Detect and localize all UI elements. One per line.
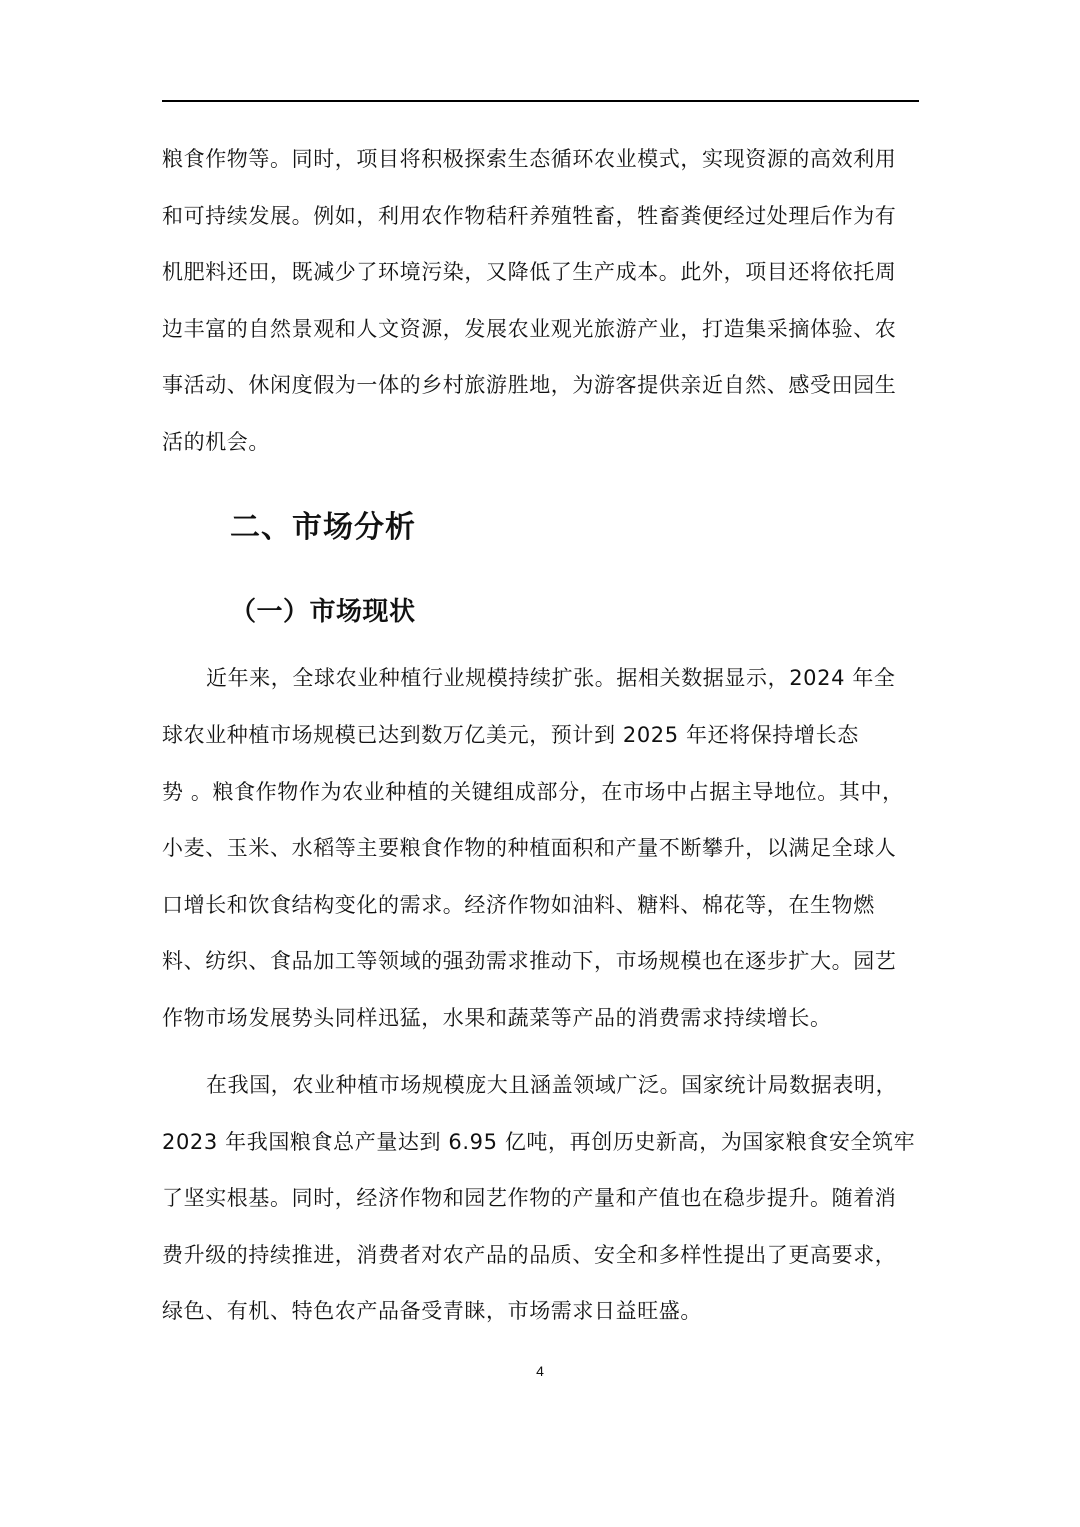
paragraph-1-line-6: 活的机会。 bbox=[162, 430, 270, 454]
section-heading: 二、市场分析 bbox=[230, 510, 416, 545]
paragraph-2-line-7: 作物市场发展势头同样迅猛，水果和蔬菜等产品的消费需求持续增长。 bbox=[162, 1006, 832, 1030]
paragraph-2-line-3: 势 。粮食作物作为农业种植的关键组成部分，在市场中占据主导地位。其中， bbox=[162, 780, 904, 804]
paragraph-3-line-2: 2023 年我国粮食总产量达到 6.95 亿吨，再创历史新高，为国家粮食安全筑牢 bbox=[162, 1130, 916, 1154]
paragraph-1-line-3: 机肥料还田，既减少了环境污染，又降低了生产成本。此外，项目还将依托周 bbox=[162, 260, 897, 284]
paragraph-2-line-2: 球农业种植市场规模已达到数万亿美元，预计到 2025 年还将保持增长态 bbox=[162, 723, 859, 747]
paragraph-1-line-1: 粮食作物等。同时，项目将积极探索生态循环农业模式，实现资源的高效利用 bbox=[162, 147, 897, 171]
paragraph-1-line-4: 边丰富的自然景观和人文资源，发展农业观光旅游产业，打造集采摘体验、农 bbox=[162, 317, 897, 341]
subsection-heading: （一）市场现状 bbox=[230, 597, 416, 627]
page-number: 4 bbox=[536, 1363, 544, 1379]
paragraph-1-line-2: 和可持续发展。例如，利用农作物秸秆养殖牲畜，牲畜粪便经过处理后作为有 bbox=[162, 204, 897, 228]
header-rule bbox=[162, 100, 919, 102]
paragraph-2-line-5: 口增长和饮食结构变化的需求。经济作物如油料、糖料、棉花等，在生物燃 bbox=[162, 893, 875, 917]
paragraph-3-line-5: 绿色、有机、特色农产品备受青睐，市场需求日益旺盛。 bbox=[162, 1299, 702, 1323]
paragraph-2-line-4: 小麦、玉米、水稻等主要粮食作物的种植面积和产量不断攀升，以满足全球人 bbox=[162, 836, 897, 860]
paragraph-3-line-3: 了坚实根基。同时，经济作物和园艺作物的产量和产值也在稳步提升。随着消 bbox=[162, 1186, 897, 1210]
paragraph-2-line-1: 近年来，全球农业种植行业规模持续扩张。据相关数据显示，2024 年全 bbox=[206, 666, 896, 690]
paragraph-3-line-4: 费升级的持续推进，消费者对农产品的品质、安全和多样性提出了更高要求， bbox=[162, 1243, 897, 1267]
paragraph-3-line-1: 在我国，农业种植市场规模庞大且涵盖领域广泛。国家统计局数据表明， bbox=[206, 1073, 898, 1097]
paragraph-2-line-6: 料、纺织、食品加工等领域的强劲需求推动下，市场规模也在逐步扩大。园艺 bbox=[162, 949, 897, 973]
paragraph-1-line-5: 事活动、休闲度假为一体的乡村旅游胜地，为游客提供亲近自然、感受田园生 bbox=[162, 373, 897, 397]
